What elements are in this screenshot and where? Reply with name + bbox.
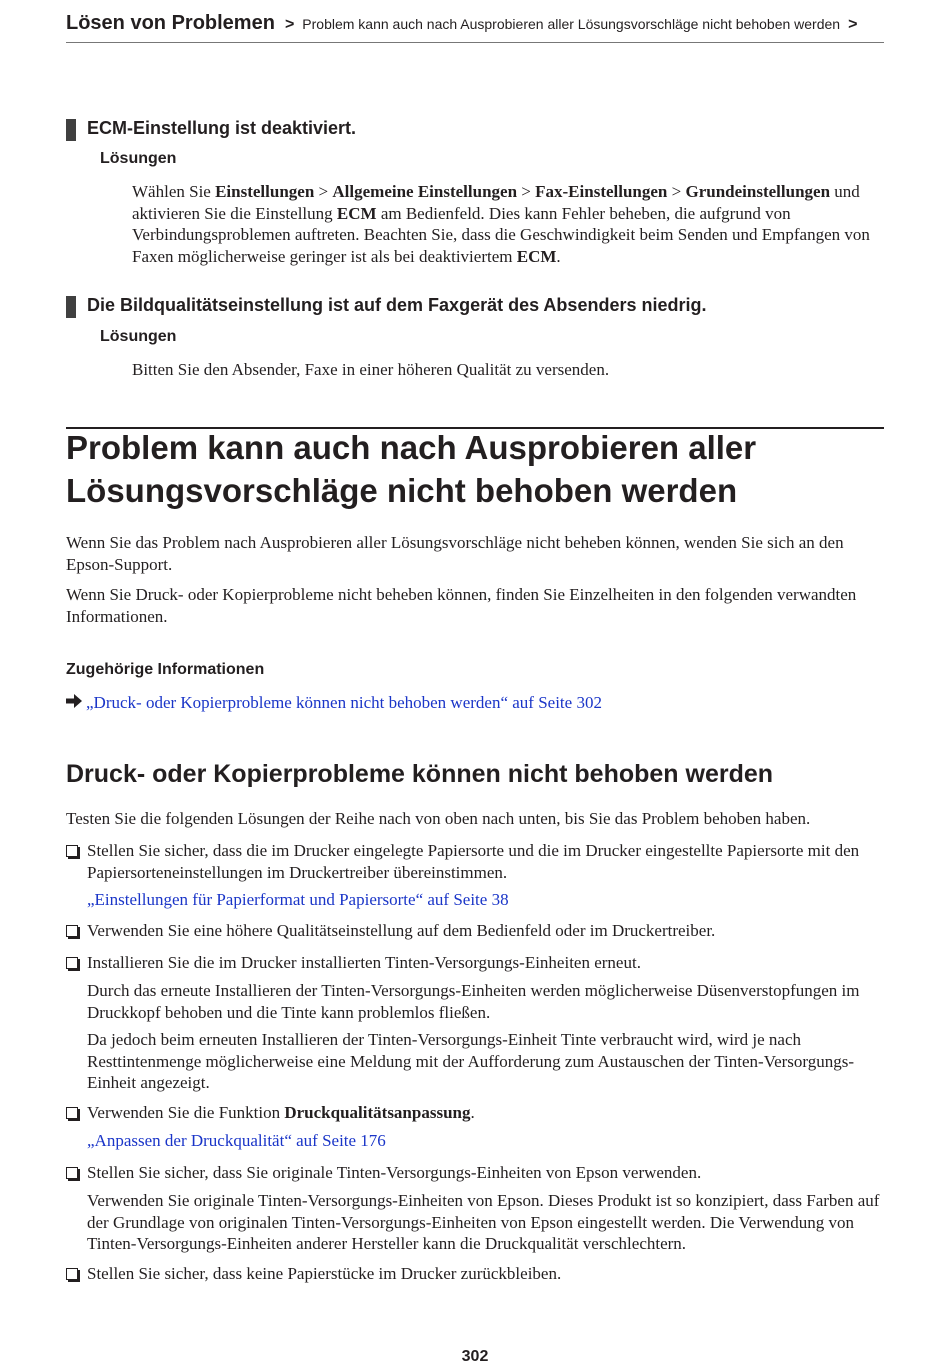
quality-solutions-label: Lösungen bbox=[100, 328, 177, 345]
reinstall-ink-detail-1: Durch das erneute Installieren der Tinten-Versorgungs-Einheiten werden möglicherweise Düsenverstopfungen im Druckkopf behoben und die Tinte kann problemlos fließen. bbox=[87, 981, 860, 1022]
breadcrumb-separator: > bbox=[284, 16, 295, 33]
ecm-heading: ECM-Einstellung ist deaktiviert. bbox=[87, 118, 357, 138]
link-paper-settings[interactable]: „Einstellungen für Papierformat und Papiersorte“ auf Seite 38 bbox=[87, 890, 509, 909]
header-subsection: Problem kann auch nach Ausprobieren aller Lösungsvorschläge nicht behoben werden bbox=[302, 16, 841, 32]
list-item-paper-scraps: Stellen Sie sicher, dass keine Papierstücke im Drucker zurückbleiben. bbox=[87, 1264, 562, 1283]
reinstall-ink-detail-2: Da jedoch beim erneuten Installieren der Tinten-Versorgungs-Einheit Tinte verbraucht wird, wird je nach Resttintenmenge möglicherweise eine Meldung mit der Aufforderung zum Austauschen der Tinten-Versorgungs-Einheit angezeigt. bbox=[87, 1030, 855, 1092]
link-print-quality-adjust[interactable]: „Anpassen der Druckqualität“ auf Seite 176 bbox=[87, 1131, 386, 1150]
related-info-heading: Zugehörige Informationen bbox=[66, 661, 265, 678]
list-item-paper-type: Stellen Sie sicher, dass die im Drucker eingelegte Papiersorte und die im Drucker eingestellte Papiersorte mit den Papiersorteneinstellungen im Druckertreiber übereinstimmen. bbox=[87, 841, 860, 882]
breadcrumb-separator-end: > bbox=[848, 16, 858, 33]
page-title bbox=[66, 426, 884, 512]
page-title-line-1: Problem kann auch nach Ausprobieren aller bbox=[66, 429, 757, 466]
list-item-print-quality-adjust: Verwenden Sie die Funktion Druckqualitätsanpassung. bbox=[87, 1103, 475, 1122]
list-item-original-ink: Stellen Sie sicher, dass Sie originale Tinten-Versorgungs-Einheiten von Epson verwenden. bbox=[87, 1163, 702, 1182]
print-section-intro: Testen Sie die folgenden Lösungen der Reihe nach von oben nach unten, bis Sie das Problem behoben haben. bbox=[66, 809, 811, 828]
related-link-print-copy[interactable]: „Druck- oder Kopierprobleme können nicht behoben werden“ auf Seite 302 bbox=[86, 693, 602, 712]
checkbox-icon bbox=[66, 1167, 78, 1179]
list-item-reinstall-ink: Installieren Sie die im Drucker installierten Tinten-Versorgungs-Einheiten erneut. bbox=[87, 953, 641, 972]
intro-paragraph-2: Wenn Sie Druck- oder Kopierprobleme nicht beheben können, finden Sie Einzelheiten in den folgenden verwandten Informationen. bbox=[66, 585, 857, 626]
quality-heading: Die Bildqualitätseinstellung ist auf dem Faxgerät des Absenders niedrig. bbox=[87, 295, 707, 315]
quality-solution-text: Bitten Sie den Absender, Faxe in einer höheren Qualität zu versenden. bbox=[132, 360, 610, 379]
checkbox-icon bbox=[66, 1107, 78, 1119]
header-section-title: Lösen von Problemen bbox=[66, 12, 275, 34]
ecm-solutions-label: Lösungen bbox=[100, 150, 177, 167]
checkbox-icon bbox=[66, 1268, 78, 1280]
ecm-solution-text: Wählen Sie Einstellungen > Allgemeine Einstellungen > Fax-Einstellungen > Grundeinstellungen und aktivieren Sie die Einstellung ECM am Bedienfeld. Dies kann Fehler beheben, die aufgrund von Verbindungsproblemen auftreten. Beachten Sie, dass die Geschwindigkeit beim Senden und Empfangen von Faxen möglicherweise geringer ist als bei deaktiviertem ECM. bbox=[132, 182, 870, 266]
page-title-line-2: Lösungsvorschläge nicht behoben werden bbox=[66, 472, 738, 509]
intro-paragraph-1: Wenn Sie das Problem nach Ausprobieren aller Lösungsvorschläge nicht beheben können, wenden Sie sich an den Epson-Support. bbox=[66, 533, 844, 574]
checkbox-icon bbox=[66, 845, 78, 857]
heading-marker-bar bbox=[66, 296, 76, 318]
page-number: 302 bbox=[461, 1348, 489, 1365]
print-section-title: Druck- oder Kopierprobleme können nicht behoben werden bbox=[66, 760, 774, 788]
checkbox-icon bbox=[66, 925, 78, 937]
original-ink-detail: Verwenden Sie originale Tinten-Versorgungs-Einheiten von Epson. Dieses Produkt ist so konzipiert, dass Farben auf der Grundlage von originalen Tinten-Versorgungs-Einheiten von Epson eingestellt werden. Die Verwendung von Tinten-Versorgungs-Einheiten anderer Hersteller kann die Druckqualität verschlechtern. bbox=[87, 1191, 880, 1253]
heading-marker-bar bbox=[66, 119, 76, 141]
running-header bbox=[66, 12, 884, 43]
checkbox-icon bbox=[66, 957, 78, 969]
list-item-quality-setting: Verwenden Sie eine höhere Qualitätseinstellung auf dem Bedienfeld oder im Druckertreiber. bbox=[87, 921, 716, 940]
arrow-right-icon bbox=[66, 694, 82, 708]
